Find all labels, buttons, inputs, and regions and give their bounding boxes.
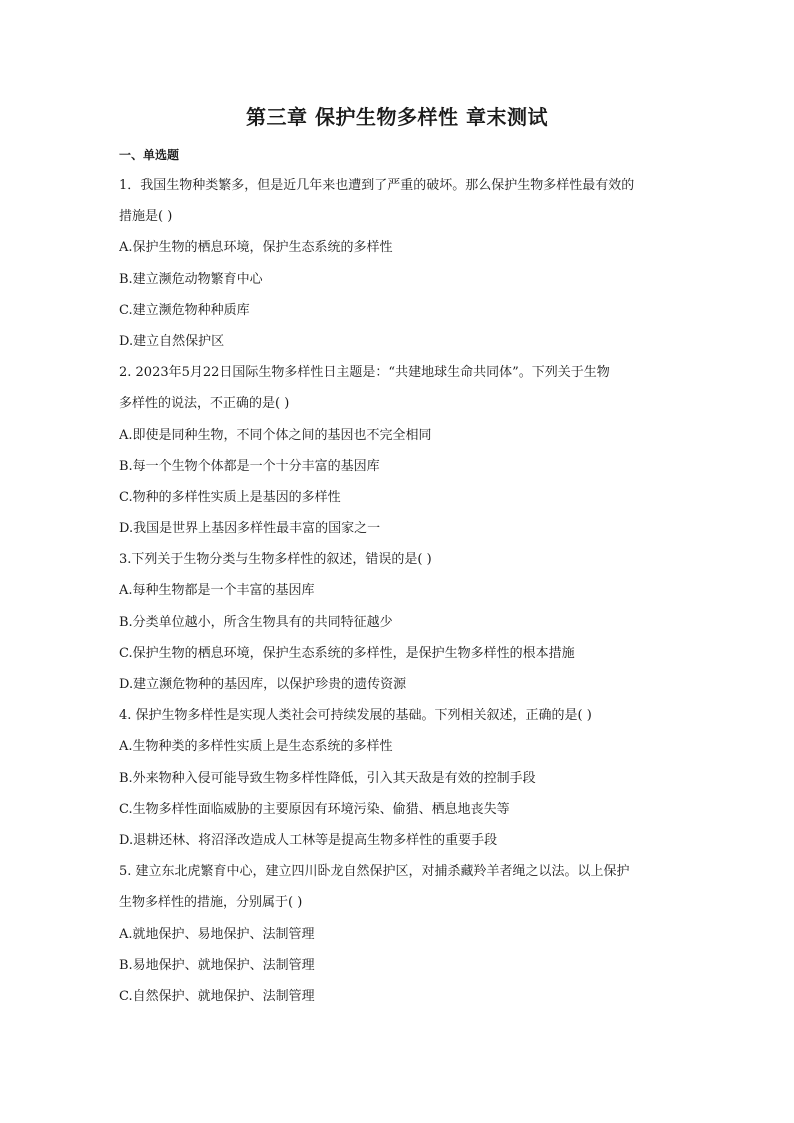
q4-option-b: B.外来物种入侵可能导致生物多样性降低，引入其天敌是有效的控制手段	[119, 770, 536, 786]
q1-stem-line1: 1．我国生物种类繁多，但是近几年来也遭到了严重的破坏。那么保护生物多样性最有效的	[119, 178, 635, 193]
q3-option-c: C.保护生物的栖息环境，保护生态系统的多样性，是保护生物多样性的根本措施	[119, 645, 575, 661]
q2-option-a: A.即使是同种生物，不同个体之间的基因也不完全相同	[119, 427, 432, 443]
q2-option-c: C.物种的多样性实质上是基因的多样性	[119, 489, 341, 505]
page-title: 第三章 保护生物多样性 章末测试	[246, 105, 548, 129]
q1-option-b: B.建立濒危动物繁育中心	[119, 271, 263, 287]
q1-option-c: C.建立濒危物种种质库	[119, 302, 250, 318]
q4-option-a: A.生物种类的多样性实质上是生态系统的多样性	[119, 739, 393, 755]
question-list	[119, 170, 679, 1012]
q1-option-a: A.保护生物的栖息环境，保护生态系统的多样性	[119, 240, 393, 256]
q3-option-b: B.分类单位越小，所含生物具有的共同特征越少	[119, 614, 393, 630]
q5-stem-line2: 生物多样性的措施，分别属于( )	[119, 895, 303, 911]
q1-stem-line2: 措施是( )	[119, 209, 173, 225]
q5-option-c: C.自然保护、就地保护、法制管理	[119, 988, 315, 1004]
q4-stem: 4. 保护生物多样性是实现人类社会可持续发展的基础。下列相关叙述，正确的是( )	[119, 708, 592, 724]
section-heading: 一、单选题	[119, 148, 180, 162]
q3-option-a: A.每种生物都是一个丰富的基因库	[119, 583, 315, 599]
q2-option-d: D.我国是世界上基因多样性最丰富的国家之一	[119, 521, 381, 537]
q3-stem: 3.下列关于生物分类与生物多样性的叙述，错误的是( )	[119, 552, 432, 568]
q1-option-d: D.建立自然保护区	[119, 333, 225, 349]
q2-stem-line2: 多样性的说法，不正确的是( )	[119, 396, 290, 412]
q2-option-b: B.每一个生物个体都是一个十分丰富的基因库	[119, 458, 380, 474]
q2-stem-line1: 2. 2023年5月22日国际生物多样性日主题是：“共建地球生命共同体”。下列关于生物	[119, 365, 610, 381]
q3-option-d: D.建立濒危物种的基因库，以保护珍贵的遗传资源	[119, 677, 407, 692]
q4-option-c: C.生物多样性面临威胁的主要原因有环境污染、偷猎、栖息地丧失等	[119, 801, 510, 817]
q5-stem-line1: 5. 建立东北虎繁育中心，建立四川卧龙自然保护区，对捕杀藏羚羊者绳之以法。以上保护	[119, 864, 630, 880]
q5-option-b: B.易地保护、就地保护、法制管理	[119, 957, 315, 973]
q5-option-a: A.就地保护、易地保护、法制管理	[119, 926, 315, 942]
q4-option-d: D.退耕还林、将沼泽改造成人工林等是提高生物多样性的重要手段	[119, 832, 498, 848]
